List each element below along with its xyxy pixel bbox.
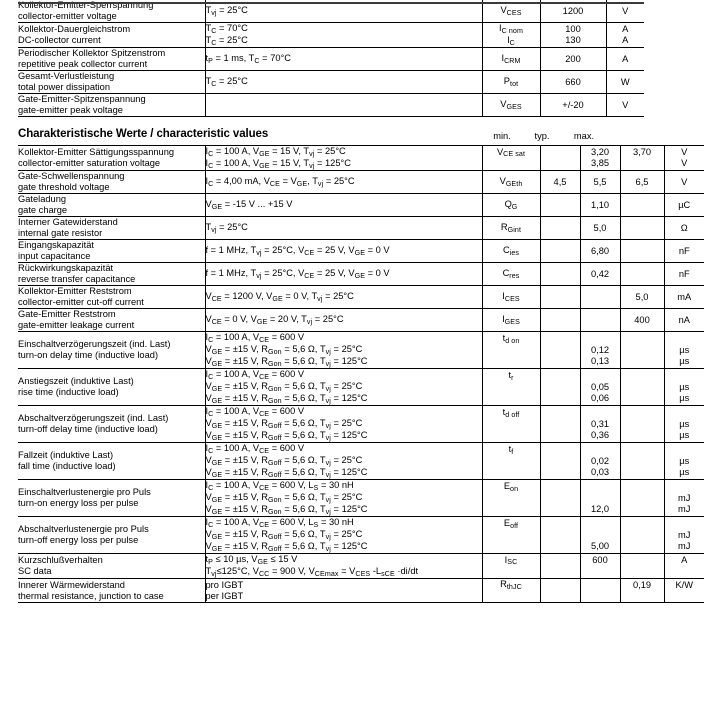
value-min (540, 146, 580, 171)
value-typ: 3,20 3,85 (580, 146, 620, 171)
value-max (620, 480, 664, 517)
maximum-ratings-table (18, 0, 644, 117)
value-min (540, 309, 580, 332)
table-row (18, 406, 704, 443)
value-min (540, 194, 580, 217)
value-typ: 0,42 (580, 263, 620, 286)
value-min (540, 217, 580, 240)
parameter-description: Abschaltverzögerungszeit (ind. Last) turn-off delay time (inductive load) (18, 406, 205, 443)
parameter-unit: A (664, 554, 704, 579)
test-conditions: $V_{CE} = 0$ V, $V_{GE} = 20$ V, $T_{vj} = 25^\circ C$ (205, 309, 482, 332)
table-row (18, 579, 704, 603)
table-row (18, 94, 644, 117)
value-min (540, 480, 580, 517)
table-row (18, 517, 704, 554)
value-max (620, 406, 664, 443)
parameter-description: Gate-Emitter Reststrom gate-emitter leakage current (18, 309, 205, 332)
table-row (18, 240, 704, 263)
value-max (620, 369, 664, 406)
value-max (620, 554, 664, 579)
value-max (620, 217, 664, 240)
characteristic-values-table (18, 145, 704, 603)
parameter-description: Kollektor-Emitter Reststrom collector-emitter cut-off current (18, 286, 205, 309)
parameter-description: Innerer Wärmewiderstand thermal resistance, junction to case (18, 579, 205, 603)
test-conditions: $T_{vj} = 25^\circ C$ (205, 217, 482, 240)
value-max: 5,0 (620, 286, 664, 309)
parameter-unit: V V (664, 146, 704, 171)
table-row (18, 332, 704, 369)
test-conditions: $t_P = 1$ ms, $T_C = 70^\circ C$ (205, 48, 482, 71)
parameter-symbol: $I_{CES}$ (482, 286, 540, 309)
value-typ: 5,0 (580, 217, 620, 240)
parameter-symbol: $P_{tot}$ (482, 71, 540, 94)
table-row (18, 71, 644, 94)
test-conditions: $I_C = 100$ A, $V_{CE} = 600$ V $V_{GE} = \pm 15$ V, $R_{Gon} = 5,6$ Ω, $T_{vj} = 25^\circ C$ $V_{GE} = \pm 15$ V, $R_{Gon} = 5,6$ Ω, $T_{vj} = 125^\circ C$ (205, 369, 482, 406)
value-max (620, 517, 664, 554)
table-row (18, 443, 704, 480)
value-max (620, 443, 664, 480)
value-min (540, 286, 580, 309)
test-conditions: $I_C = 100$ A, $V_{CE} = 600$ V $V_{GE} = \pm 15$ V, $R_{Gon} = 5,6$ Ω, $T_{vj} = 25^\circ C$ $V_{GE} = \pm 15$ V, $R_{Gon} = 5,6$ Ω, $T_{vj} = 125^\circ C$ (205, 332, 482, 369)
test-conditions: $T_C = 70^\circ C$ $T_C = 25^\circ C$ (205, 23, 482, 48)
table-row (18, 554, 704, 579)
table-row (18, 217, 704, 240)
test-conditions: $V_{CE} = 1200$ V, $V_{GE} = 0$ V, $T_{vj} = 25^\circ C$ (205, 286, 482, 309)
parameter-description: Kurzschlußverhalten SC data (18, 554, 205, 579)
table-row (18, 194, 704, 217)
parameter-description: Gate-Schwellenspannung gate threshold voltage (18, 171, 205, 194)
parameter-unit: K/W (664, 579, 704, 603)
parameter-symbol: $I_{C nom}$ $I_C$ (482, 23, 540, 48)
parameter-description: Einschaltverzögerungszeit (ind. Last) turn-on delay time (inductive load) (18, 332, 205, 369)
table-row (18, 171, 704, 194)
value-typ: 6,80 (580, 240, 620, 263)
test-conditions: pro IGBT per IGBT (205, 579, 482, 603)
test-conditions: $t_P \le 10$ µs, $V_{GE} \le 15$ V $T_{vj}\le 125^\circ C$, $V_{CC} = 900$ V, $V_{CEmax} = V_{CES}$ $-L_{sCE} \cdot di/dt$ (205, 554, 482, 579)
value-max: 400 (620, 309, 664, 332)
parameter-symbol: $C_{ies}$ (482, 240, 540, 263)
parameter-unit: W (606, 71, 644, 94)
value-min (540, 517, 580, 554)
parameter-description: Interner Gatewiderstand internal gate resistor (18, 217, 205, 240)
table-row (18, 146, 704, 171)
parameter-symbol: $t_r$ (482, 369, 540, 406)
parameter-unit: V (664, 171, 704, 194)
parameter-description: Abschaltverlustenergie pro Puls turn-off energy loss per pulse (18, 517, 205, 554)
value-max: 6,5 (620, 171, 664, 194)
value-typ: 5,5 (580, 171, 620, 194)
parameter-description: Gateladung gate charge (18, 194, 205, 217)
test-conditions: $I_C = 100$ A, $V_{CE} = 600$ V $V_{GE} = \pm 15$ V, $R_{Goff} = 5,6$ Ω, $T_{vj} = 25^\circ C$ $V_{GE} = \pm 15$ V, $R_{Goff} = 5,6$ Ω, $T_{vj} = 125^\circ C$ (205, 406, 482, 443)
table-row (18, 286, 704, 309)
parameter-symbol: $t_{d on}$ (482, 332, 540, 369)
value-typ (580, 309, 620, 332)
parameter-description: Eingangskapazität input capacitance (18, 240, 205, 263)
value-max: 0,19 (620, 579, 664, 603)
test-conditions: $V_{GE} = -15$ V ... +15 V (205, 194, 482, 217)
top-rule (18, 2, 644, 4)
test-conditions: $T_C = 25^\circ C$ (205, 71, 482, 94)
parameter-symbol: $E_{off}$ (482, 517, 540, 554)
test-conditions: f = 1 MHz, $T_{vj} = 25^\circ C$, $V_{CE} = 25$ V, $V_{GE} = 0$ V (205, 263, 482, 286)
parameter-symbol: $V_{GES}$ (482, 94, 540, 117)
test-conditions: $I_C = 100$ A, $V_{CE} = 600$ V, $L_S = 30$ nH $V_{GE} = \pm 15$ V, $R_{Gon} = 5,6$ Ω, $T_{vj} = 25^\circ C$ $V_{GE} = \pm 15$ V, $R_{Gon} = 5,6$ Ω, $T_{vj} = 125^\circ C$ (205, 480, 482, 517)
parameter-description: Gate-Emitter-Spitzenspannung gate-emitter peak voltage (18, 94, 205, 117)
parameter-unit: µC (664, 194, 704, 217)
parameter-symbol: $V_{CES}$ (482, 0, 540, 23)
value-typ: 1,10 (580, 194, 620, 217)
parameter-symbol: $I_{GES}$ (482, 309, 540, 332)
value-typ: 0,05 0,06 (580, 369, 620, 406)
test-conditions: f = 1 MHz, $T_{vj} = 25^\circ C$, $V_{CE} = 25$ V, $V_{GE} = 0$ V (205, 240, 482, 263)
parameter-description: Einschaltverlustenergie pro Puls turn-on energy loss per pulse (18, 480, 205, 517)
table-row (18, 23, 644, 48)
test-conditions: $I_C = 100$ A, $V_{GE} = 15$ V, $T_{vj} = 25^\circ C$ $I_C = 100$ A, $V_{GE} = 15$ V, $T_{vj} = 125^\circ C$ (205, 146, 482, 171)
value-typ (580, 579, 620, 603)
value-max (620, 194, 664, 217)
parameter-symbol: $t_f$ (482, 443, 540, 480)
parameter-description: Kollektor-Emitter-Sperrspannung collector-emitter voltage (18, 0, 205, 23)
value-typ (580, 286, 620, 309)
section-heading-row (18, 128, 644, 145)
parameter-description: Periodischer Kollektor Spitzenstrom repetitive peak collector current (18, 48, 205, 71)
value-max: 3,70 (620, 146, 664, 171)
parameter-value: 100 130 (540, 23, 606, 48)
value-min (540, 369, 580, 406)
value-typ: 600 (580, 554, 620, 579)
parameter-description: Kollektor-Dauergleichstrom DC-collector current (18, 23, 205, 48)
parameter-value: 1200 (540, 0, 606, 23)
parameter-symbol: $Q_G$ (482, 194, 540, 217)
value-min (540, 443, 580, 480)
parameter-description: Fallzeit (induktive Last) fall time (inductive load) (18, 443, 205, 480)
parameter-unit: µs µs (664, 369, 704, 406)
section-title: Charakteristische Werte / characteristic values (18, 128, 269, 140)
value-typ: 0,31 0,36 (580, 406, 620, 443)
value-min: 4,5 (540, 171, 580, 194)
value-min (540, 240, 580, 263)
parameter-unit: A A (606, 23, 644, 48)
parameter-symbol: $R_{Gint}$ (482, 217, 540, 240)
parameter-unit: µs µs (664, 332, 704, 369)
parameter-symbol: $E_{on}$ (482, 480, 540, 517)
parameter-symbol: $V_{CE sat}$ (482, 146, 540, 171)
test-conditions: $I_C = 100$ A, $V_{CE} = 600$ V, $L_S = 30$ nH $V_{GE} = \pm 15$ V, $R_{Goff} = 5,6$ Ω, $T_{vj} = 25^\circ C$ $V_{GE} = \pm 15$ V, $R_{Goff} = 5,6$ Ω, $T_{vj} = 125^\circ C$ (205, 517, 482, 554)
parameter-symbol: $V_{GEth}$ (482, 171, 540, 194)
parameter-symbol: $C_{res}$ (482, 263, 540, 286)
value-min (540, 579, 580, 603)
value-min (540, 406, 580, 443)
column-header-typ: typ. (534, 131, 550, 141)
table-row (18, 480, 704, 517)
parameter-value: 660 (540, 71, 606, 94)
parameter-unit: V (606, 94, 644, 117)
parameter-unit: nA (664, 309, 704, 332)
test-conditions: $I_C = 4,00$ mA, $V_{CE} = V_{GE}$, $T_{vj} = 25^\circ C$ (205, 171, 482, 194)
value-typ: 0,02 0,03 (580, 443, 620, 480)
value-max (620, 332, 664, 369)
parameter-value: +/-20 (540, 94, 606, 117)
parameter-unit: V (606, 0, 644, 23)
parameter-unit: mA (664, 286, 704, 309)
value-min (540, 332, 580, 369)
parameter-description: Anstiegszeit (induktive Last) rise time (inductive load) (18, 369, 205, 406)
value-typ: 5,00 (580, 517, 620, 554)
parameter-unit: nF (664, 240, 704, 263)
parameter-symbol: $I_{SC}$ (482, 554, 540, 579)
test-conditions (205, 94, 482, 117)
test-conditions: $I_C = 100$ A, $V_{CE} = 600$ V $V_{GE} = \pm 15$ V, $R_{Goff} = 5,6$ Ω, $T_{vj} = 25^\circ C$ $V_{GE} = \pm 15$ V, $R_{Goff} = 5,6$ Ω, $T_{vj} = 125^\circ C$ (205, 443, 482, 480)
table-gap (0, 117, 660, 128)
parameter-unit: nF (664, 263, 704, 286)
parameter-unit: µs µs (664, 443, 704, 480)
parameter-symbol: $t_{d off}$ (482, 406, 540, 443)
test-conditions: $T_{vj} = 25^\circ C$ (205, 0, 482, 23)
parameter-symbol: $R_{thJC}$ (482, 579, 540, 603)
column-header-min: min. (493, 131, 511, 141)
value-max (620, 263, 664, 286)
parameter-unit: mJ mJ (664, 517, 704, 554)
parameter-unit: A (606, 48, 644, 71)
parameter-unit: mJ mJ (664, 480, 704, 517)
value-typ: 0,12 0,13 (580, 332, 620, 369)
value-typ: 12,0 (580, 480, 620, 517)
parameter-unit: µs µs (664, 406, 704, 443)
parameter-description: Rückwirkungskapazität reverse transfer capacitance (18, 263, 205, 286)
table-row (18, 263, 704, 286)
table-row (18, 309, 704, 332)
table-row (18, 48, 644, 71)
parameter-unit: Ω (664, 217, 704, 240)
value-min (540, 263, 580, 286)
parameter-description: Gesamt-Verlustleistung total power dissipation (18, 71, 205, 94)
value-min (540, 554, 580, 579)
parameter-description: Kollektor-Emitter Sättigungsspannung collector-emitter saturation voltage (18, 146, 205, 171)
column-header-max: max. (573, 131, 595, 141)
table-row (18, 369, 704, 406)
value-max (620, 240, 664, 263)
parameter-value: 200 (540, 48, 606, 71)
parameter-symbol: $I_{CRM}$ (482, 48, 540, 71)
